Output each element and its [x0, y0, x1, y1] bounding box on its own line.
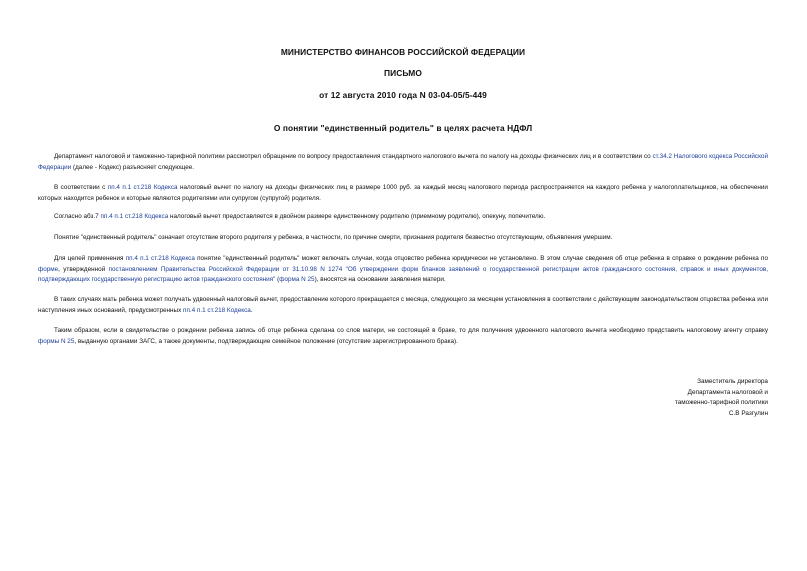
subject-title: О понятии "единственный родитель" в целях расчета НДФЛ — [273, 123, 533, 133]
paragraph-5 — [38, 254, 768, 286]
link-article-218[interactable]: пп.4 п.1 ст.218 Кодекса — [183, 306, 251, 314]
link-government-decree[interactable]: постановлением Правительства Российской Федерации от 31.10.98 N 1274 "Об утверждении форм бланков заявлений о государственной регистрации актов гражданского состояния, справок и иных документов, подтверждающих государственную регистрацию актов гражданского состояния" — [38, 265, 769, 284]
text: понятие "единственный родитель" может включать случаи, когда отцовство ребенка юридически не установлено. В этом случае сведения об отце ребенка в справке о рождении ребенка по — [194, 255, 768, 262]
paragraph-4 — [38, 233, 768, 244]
link-article-218[interactable]: пп.4 п.1 ст.218 Кодекса — [125, 255, 195, 262]
text: налоговый вычет по налогу на доходы физических лиц в размере 1000 руб. за каждый месяц налогового периода распространяется на каждого ребенка у налогоплательщиков, на обеспечении которых находится ребенок и которые являются родителями или супругом (супругой) родителя. — [38, 184, 768, 202]
link-form-25[interactable]: формы N 25 — [38, 337, 75, 345]
text: ), вносятся на основании заявления матери. — [314, 276, 446, 284]
link-article-218[interactable]: пп.4 п.1 ст.218 Кодекса — [100, 213, 169, 220]
link-form-25[interactable]: форма N 25 — [279, 276, 315, 284]
link-form[interactable]: форме — [38, 265, 59, 273]
text: Согласно абз.7 — [54, 213, 101, 220]
document-type: ПИСЬМО — [384, 68, 422, 78]
paragraph-3 — [38, 212, 768, 223]
text: ( — [275, 276, 280, 284]
signature-block — [568, 377, 768, 419]
signer-name: С.В Разгулин — [728, 409, 768, 417]
text: Департамент налоговой и таможенно-тарифной политики рассмотрел обращение по вопросу предоставления стандартного налогового вычета по налогу на доходы физических лиц и в соответствии со — [54, 153, 653, 160]
paragraph-1 — [38, 152, 768, 173]
text: Понятие "единственный родитель" означает отсутствие второго родителя у ребенка, в частности, по причине смерти, признания родителя безвестно отсутствующим, объявления умершим. — [54, 234, 613, 241]
paragraph-2 — [38, 183, 768, 204]
date-number: от 12 августа 2010 года N 03-04-05/5-449 — [319, 90, 487, 100]
signer-position-2: Департамента налоговой и — [687, 388, 768, 396]
link-article-218[interactable]: пп.4 п.1 ст.218 Кодекса — [107, 184, 178, 191]
paragraph-6 — [38, 295, 768, 316]
text: В таких случаях мать ребенка может получать удвоенный налоговый вычет, предоставление которого прекращается с месяца, следующего за месяцем установления в соответствии с действующим законодательством отцовства ребенка или наступления иных оснований, предусмотренных — [38, 296, 768, 314]
text: Для целей применения — [54, 255, 126, 262]
text: , выданную органами ЗАГС, а также документы, подтверждающие семейное положение (отсутствие зарегистрированного брака). — [74, 337, 458, 345]
signer-position-3: таможенно-тарифной политики — [674, 399, 768, 407]
text: (далее - Кодекс) разъясняет следующее. — [71, 163, 195, 171]
text: , утвержденной — [58, 265, 109, 273]
paragraph-7 — [38, 326, 768, 347]
link-article-34-2[interactable]: ст.34.2 Налогового кодекса Российской Федерации — [38, 153, 768, 171]
text: . — [250, 306, 253, 314]
ministry-title: МИНИСТЕРСТВО ФИНАНСОВ РОССИЙСКОЙ ФЕДЕРАЦИИ — [280, 47, 526, 57]
text: В соответствии с — [54, 184, 108, 191]
text: налоговый вычет предоставляется в двойном размере единственному родителю (приемному родителю), опекуну, попечителю. — [168, 213, 546, 220]
text: Таким образом, если в свидетельстве о рождении ребенка запись об отце ребенка сделана со слов матери, не состоящей в браке, то для получения удвоенного налогового вычета необходимо представить налоговому агенту справку — [54, 327, 768, 334]
signer-position-1: Заместитель директора — [697, 378, 768, 385]
